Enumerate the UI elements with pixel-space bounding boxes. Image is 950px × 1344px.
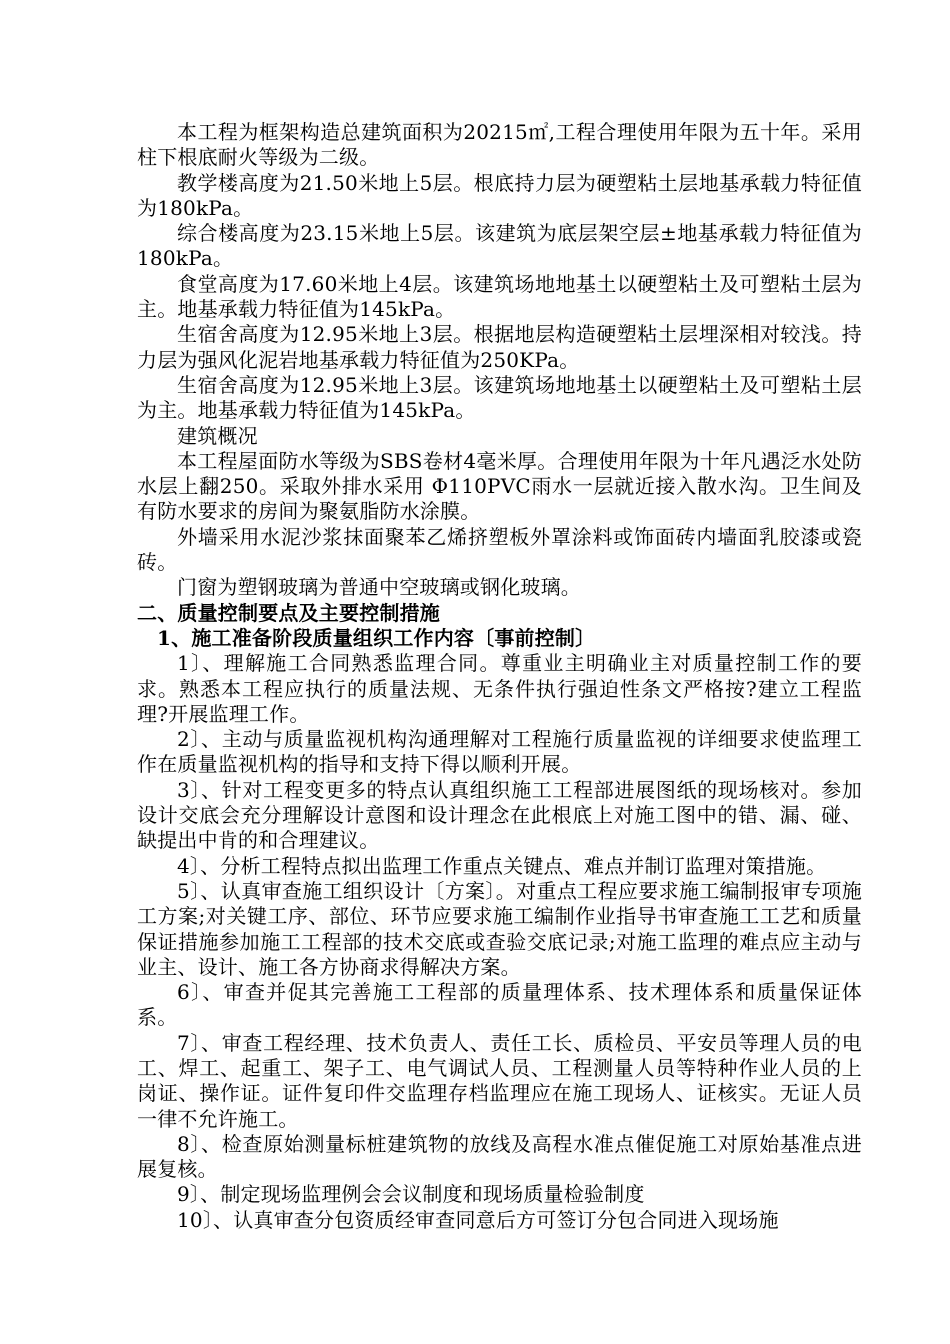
list-item: 1〕、理解施工合同熟悉监理合同。尊重业主明确业主对质量控制工作的要求。熟悉本工程应执行的质量法规、无条件执行强迫性条文严格按?建立工程监理?开展监理工作。: [137, 651, 862, 726]
paragraph-dormitory-2: 生宿舍高度为12.95米地上3层。该建筑场地地基土以硬塑粘土及可塑粘土层为主。地基承载力特征值为145kPa。: [137, 372, 862, 423]
paragraph-dormitory-1: 生宿舍高度为12.95米地上3层。根据地层构造硬塑粘土层埋深相对较浅。持力层为强风化泥岩地基承载力特征值为250KPa。: [137, 322, 862, 372]
list-item: 3〕、针对工程变更多的特点认真组织施工工程部进展图纸的现场核对。参加设计交底会充分理解设计意图和设计理念在此根底上对施工图中的错、漏、碰、缺提出中肯的和合理建议。: [137, 777, 862, 853]
section-heading: 二、质量控制要点及主要控制措施: [137, 600, 440, 625]
paragraph-doors-windows: 门窗为塑钢玻璃为普通中空玻璃或钢化玻璃。: [177, 575, 581, 600]
document-body: [137, 120, 862, 1233]
paragraph-exterior-wall: 外墙采用水泥沙浆抹面聚苯乙烯挤塑板外罩涂料或饰面砖内墙面乳胶漆或瓷砖。: [137, 524, 862, 575]
subsection-heading: 1、施工准备阶段质量组织工作内容〔事前控制〕: [157, 625, 596, 650]
list-item: 6〕、审查并促其完善施工工程部的质量理体系、技术理体系和质量保证体系。: [137, 980, 862, 1030]
list-item: 10〕、认真审查分包资质经审查同意后方可签订分包合同进入现场施: [177, 1207, 779, 1232]
paragraph-project-overview: 本工程为框架构造总建筑面积为20215㎡,工程合理使用年限为五十年。采用柱下根底耐火等级为二级。: [137, 120, 862, 170]
paragraph-building-overview-label: 建筑概况: [177, 423, 258, 448]
paragraph-roof-waterproofing: 本工程屋面防水等级为SBS卷材4毫米厚。合理使用年限为十年凡遇泛水处防水层上翻250。采取外排水采用 Φ110PVC雨水一层就近接入散水沟。卫生间及有防水要求的房间为聚氨脂防水涂膜。: [137, 448, 862, 524]
paragraph-canteen: 食堂高度为17.60米地上4层。该建筑场地地基土以硬塑粘土及可塑粘土层为主。地基承载力特征值为145kPa。: [137, 271, 862, 322]
list-item: 4〕、分析工程特点拟出监理工作重点关键点、难点并制订监理对策措施。: [177, 853, 827, 878]
paragraph-complex-building: 综合楼高度为23.15米地上5层。该建筑为底层架空层±地基承载力特征值为180kPa。: [137, 221, 862, 271]
list-item: 9〕、制定现场监理例会会议制度和现场质量检验制度: [177, 1182, 645, 1207]
list-item: 2〕、主动与质量监视机构沟通理解对工程施行质量监视的详细要求使监理工作在质量监视机构的指导和支持下得以顺利开展。: [137, 727, 862, 777]
paragraph-teaching-building: 教学楼高度为21.50米地上5层。根底持力层为硬塑粘土层地基承载力特征值为180kPa。: [137, 170, 862, 220]
list-item: 7〕、审查工程经理、技术负责人、责任工长、质检员、平安员等理人员的电工、焊工、起重工、架子工、电气调试人员、工程测量人员等特种作业人员的上岗证、操作证。证件复印件交监理存档监理应在施工现场人、证核实。无证人员一律不允许施工。: [137, 1030, 862, 1131]
list-item: 8〕、检查原始测量标桩建筑物的放线及高程水准点催促施工对原始基准点进展复核。: [137, 1131, 862, 1182]
list-item: 5〕、认真审查施工组织设计〔方案〕。对重点工程应要求施工编制报审专项施工方案;对关键工序、部位、环节应要求施工编制作业指导书审查施工工艺和质量保证措施参加施工工程部的技术交底或查验交底记录;对施工监理的难点应主动与业主、设计、施工各方协商求得解决方案。: [137, 878, 862, 979]
